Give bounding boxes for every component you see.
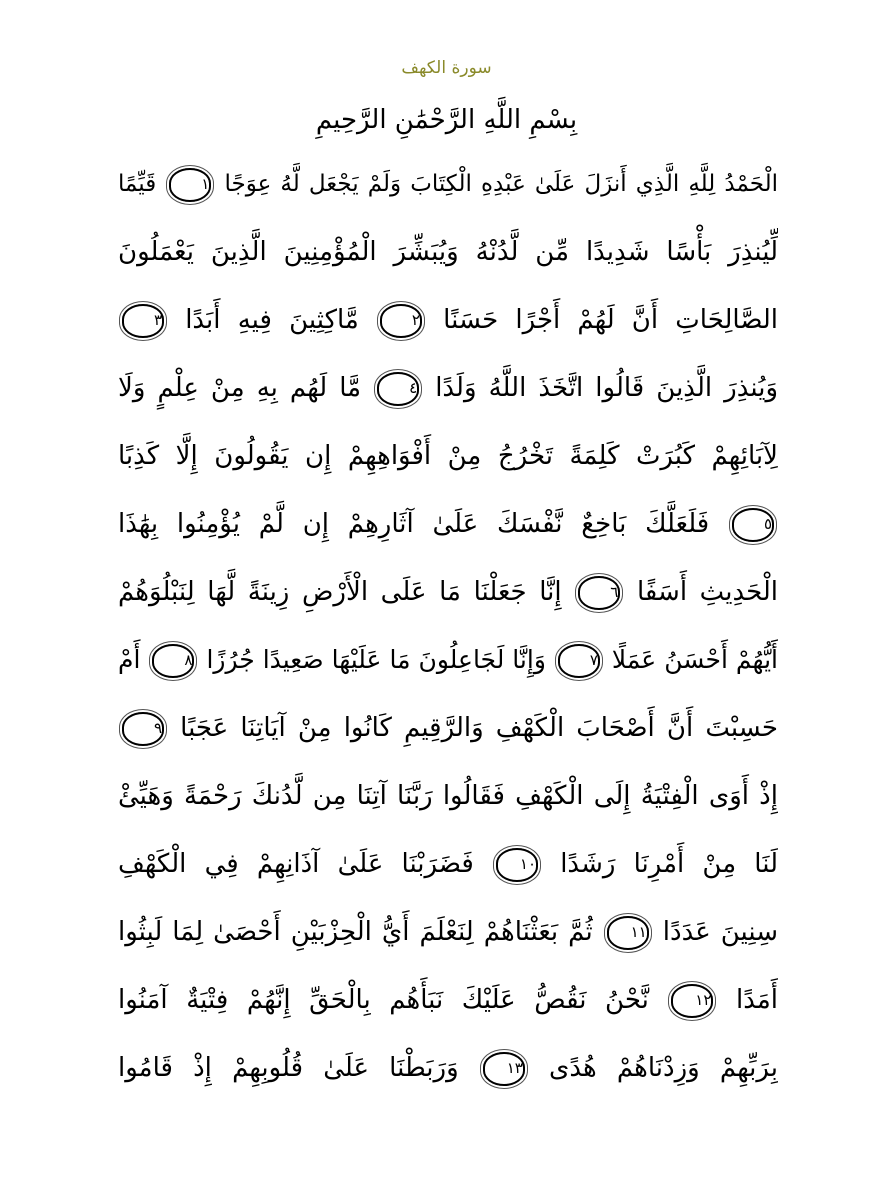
- verse-text: حَسِبْتَ أَنَّ أَصْحَابَ الْكَهْفِ وَالرَّقِيمِ كَانُوا مِنْ آيَاتِنَا عَجَبًا: [180, 713, 778, 743]
- verse-text: الْحَدِيثِ أَسَفًا: [636, 577, 778, 607]
- ayah-number-marker: ٦: [578, 576, 620, 610]
- ayah-number-marker: ٨: [152, 644, 194, 678]
- verse-text: الصَّالِحَاتِ أَنَّ لَهُمْ أَجْرًا حَسَنًا: [443, 305, 778, 335]
- verse-lines: [118, 150, 778, 1102]
- verse-line: [118, 422, 778, 490]
- ayah-number-marker: ١: [169, 168, 211, 202]
- verse-line: [118, 218, 778, 286]
- verse-line: [118, 1034, 778, 1102]
- verse-text: سِنِينَ عَدَدًا: [662, 917, 778, 947]
- verse-text: نَّحْنُ نَقُصُّ عَلَيْكَ نَبَأَهُم بِالْحَقِّ إِنَّهُمْ فِتْيَةٌ آمَنُوا: [118, 985, 649, 1015]
- basmala: [0, 100, 893, 140]
- ayah-number-marker: ١٢: [671, 984, 713, 1018]
- verse-text: وَرَبَطْنَا عَلَىٰ قُلُوبِهِمْ إِذْ قَامُوا: [118, 1053, 459, 1083]
- verse-text: وَإِنَّا لَجَاعِلُونَ مَا عَلَيْهَا صَعِيدًا جُرُزًا: [206, 645, 546, 674]
- verse-text: أَمْ: [118, 645, 141, 674]
- surah-title: سورة الكهف: [401, 58, 492, 78]
- basmala-text: بِسْمِ اللَّهِ الرَّحْمَٰنِ الرَّحِيمِ: [315, 105, 578, 135]
- verse-text: بِرَبِّهِمْ وَزِدْنَاهُمْ هُدًى: [548, 1053, 778, 1083]
- ayah-number-marker: ٩: [122, 712, 164, 746]
- verse-text: فَلَعَلَّكَ بَاخِعٌ نَّفْسَكَ عَلَىٰ آثَارِهِمْ إِن لَّمْ يُؤْمِنُوا بِهَٰذَا: [118, 509, 710, 539]
- verse-text: وَيُنذِرَ الَّذِينَ قَالُوا اتَّخَذَ اللَّهُ وَلَدًا: [435, 373, 778, 403]
- verse-text: لِّيُنذِرَ بَأْسًا شَدِيدًا مِّن لَّدُنْهُ وَيُبَشِّرَ الْمُؤْمِنِينَ الَّذِينَ يَعْمَلُونَ: [118, 237, 778, 267]
- verse-line: [118, 694, 778, 762]
- verse-line: [118, 490, 778, 558]
- ayah-number-marker: ١٠: [496, 848, 538, 882]
- verse-line: [118, 830, 778, 898]
- verse-text: الْحَمْدُ لِلَّهِ الَّذِي أَنزَلَ عَلَىٰ عَبْدِهِ الْكِتَابَ وَلَمْ يَجْعَل لَّهُ عِوَجًا: [224, 171, 778, 197]
- verse-text: لَنَا مِنْ أَمْرِنَا رَشَدًا: [560, 849, 778, 879]
- ayah-number-marker: ١١: [607, 916, 649, 950]
- verse-text: مَّا لَهُم بِهِ مِنْ عِلْمٍ وَلَا: [118, 373, 362, 403]
- verse-text: مَّاكِثِينَ فِيهِ أَبَدًا: [185, 305, 359, 335]
- ayah-number-marker: ٢: [380, 304, 422, 338]
- verse-text: ثُمَّ بَعَثْنَاهُمْ لِنَعْلَمَ أَيُّ الْحِزْبَيْنِ أَحْصَىٰ لِمَا لَبِثُوا: [118, 917, 593, 947]
- verse-line: [118, 966, 778, 1034]
- verse-line: [118, 354, 778, 422]
- verse-line: [118, 150, 778, 218]
- verse-text: فَضَرَبْنَا عَلَىٰ آذَانِهِمْ فِي الْكَهْفِ: [118, 849, 474, 879]
- verse-text: إِنَّا جَعَلْنَا مَا عَلَى الْأَرْضِ زِينَةً لَّهَا لِنَبْلُوَهُمْ: [118, 577, 562, 607]
- verse-line: [118, 558, 778, 626]
- ayah-number-marker: ٧: [558, 644, 600, 678]
- ayah-number-marker: ٤: [377, 372, 419, 406]
- ayah-number-marker: ١٣: [483, 1052, 525, 1086]
- verse-text: قَيِّمًا: [118, 171, 157, 197]
- verse-line: [118, 286, 778, 354]
- verse-line: [118, 762, 778, 830]
- verse-line: [118, 898, 778, 966]
- verse-text: إِذْ أَوَى الْفِتْيَةُ إِلَى الْكَهْفِ فَقَالُوا رَبَّنَا آتِنَا مِن لَّدُنكَ رَحْمَةً وَهَيِّئْ: [118, 781, 778, 811]
- ayah-number-marker: ٥: [732, 508, 774, 542]
- ayah-number-marker: ٣: [122, 304, 164, 338]
- verse-line: [118, 626, 778, 694]
- verse-text: أَمَدًا: [735, 985, 778, 1015]
- verse-text: أَيُّهُمْ أَحْسَنُ عَمَلًا: [611, 645, 778, 674]
- verse-text: لِآبَائِهِمْ كَبُرَتْ كَلِمَةً تَخْرُجُ مِنْ أَفْوَاهِهِمْ إِن يَقُولُونَ إِلَّا كَذِبًا: [118, 441, 778, 471]
